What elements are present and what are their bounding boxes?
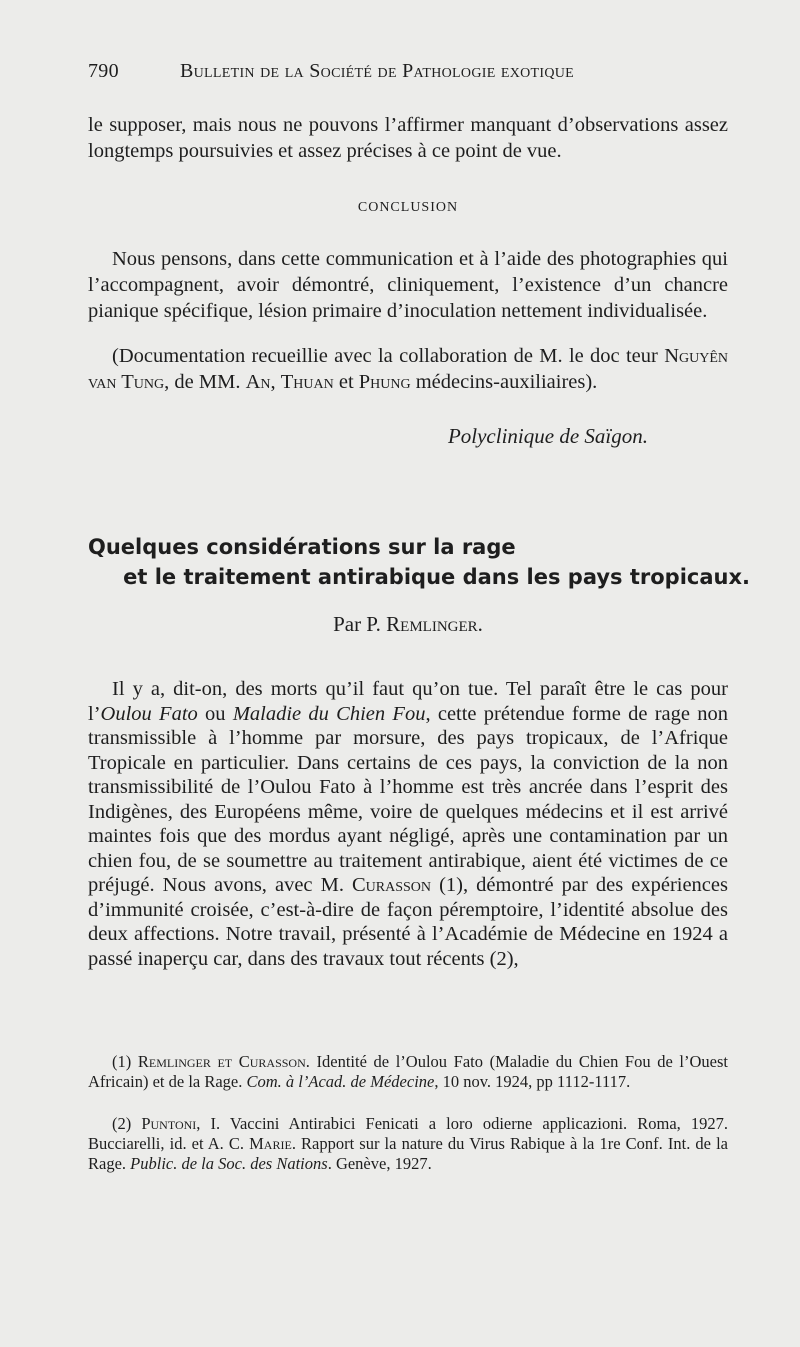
footnote-2 xyxy=(88,1114,728,1174)
footnote-1 xyxy=(88,1052,728,1092)
documentation-text: et xyxy=(333,371,359,393)
page-number: 790 xyxy=(88,60,119,82)
assistant-name: An xyxy=(245,371,271,393)
footnote-authors: Marie xyxy=(249,1134,292,1153)
body-text: ou xyxy=(197,702,233,725)
documentation-text: , de MM. xyxy=(164,371,246,393)
footnote-text: , I. Vaccini Antirabici Fenicati a loro odierne applicazioni. Roma, 1927. Bucciarelli, id. et A. C. xyxy=(88,1114,728,1153)
article-title-line-1: Quelques considérations sur la rage xyxy=(88,535,516,559)
body-italic: Oulou Fato xyxy=(100,702,198,725)
documentation-text: , xyxy=(270,371,281,393)
cited-author: Curasson xyxy=(352,874,432,896)
footnote-text: . Identité de l’Oulou Fato (Maladie du Chien Fou de l’Ouest Africain) et de la Rage. xyxy=(88,1052,728,1091)
article-body-paragraph xyxy=(88,677,728,971)
running-title: Bulletin de la Société de Pathologie exotique xyxy=(180,60,575,82)
footnote-authors: Remlinger et Curasson xyxy=(137,1052,306,1071)
body-italic: Maladie du Chien Fou xyxy=(232,702,426,725)
footnote-source: Public. de la Soc. des Nations xyxy=(130,1154,328,1173)
footnote-source: Com. à l’Acad. de Médecine xyxy=(246,1072,435,1091)
documentation-paragraph xyxy=(88,343,728,395)
footnote-text: . Genève, 1927. xyxy=(327,1154,432,1173)
article-byline xyxy=(88,612,728,637)
footnote-text: . Rapport sur la nature du Virus Rabique à la 1re Conf. Int. de la Rage. xyxy=(88,1134,728,1173)
author-name: Remlinger. xyxy=(386,612,483,636)
assistant-name: Thuan xyxy=(280,371,334,393)
signature: Polyclinique de Saïgon. xyxy=(447,424,648,448)
documentation-text: (Documentation recueillie avec la collaboration de M. le doc teur xyxy=(112,345,665,367)
doctor-name: Nguyên van Tung xyxy=(88,345,728,393)
article-title-line-2: et le traitement antirabique dans les pays tropicaux. xyxy=(123,565,750,589)
conclusion-paragraph: Nous pensons, dans cette communication et à l’aide des photographies qui l’accompagnent, avoir démontré, cliniquement, l’existence d’un chancre pianique spécifique, lésion primaire d’inoculation nettement individualisée. xyxy=(88,248,728,322)
footnote-authors: Puntoni xyxy=(141,1114,197,1133)
body-text: , cette prétendue forme de rage non transmissible à l’homme par morsure, des pays tropicaux, de l’Afrique Tropicale en particulier. Dans certains de ces pays, la conviction de la non transmissibilité de l’Oulou Fato à l’homme est très ancrée dans l’esprit des Indigènes, des Européens même, voire de quelques médecins et il est arrivé maintes fois que des mordus ayant négligé, après une contamination par un chien fou, de se soumettre au traitement antirabique, aient été victimes de ce préjugé. Nous avons, avec M. xyxy=(88,702,729,896)
footnote-text: , 10 nov. 1924, pp 1112-1117. xyxy=(434,1072,631,1091)
footnote-mark: (1) xyxy=(112,1052,138,1071)
intro-paragraph: le supposer, mais nous ne pouvons l’affirmer manquant d’observations assez longtemps poursuivies et assez précises à ce point de vue. xyxy=(88,114,728,162)
footnote-mark: (2) xyxy=(112,1114,142,1133)
conclusion-heading: CONCLUSION xyxy=(357,200,459,215)
byline-prefix: Par P. xyxy=(333,612,387,636)
body-text: (1), démontré par des expériences d’immunité croisée, c’est-à-dire de façon péremptoire, l’identité absolue des deux affections. Notre travail, présenté à l’Académie de Médecine en 1924 a passé inaperçu car, dans des travaux tout récents (2), xyxy=(88,874,728,970)
body-text: Il y a, dit-on, des morts qu’il faut qu’on tue. Tel paraît être le cas pour l’ xyxy=(88,678,728,725)
assistant-name: Phung xyxy=(358,371,411,393)
documentation-text: médecins-auxiliaires). xyxy=(410,371,598,393)
